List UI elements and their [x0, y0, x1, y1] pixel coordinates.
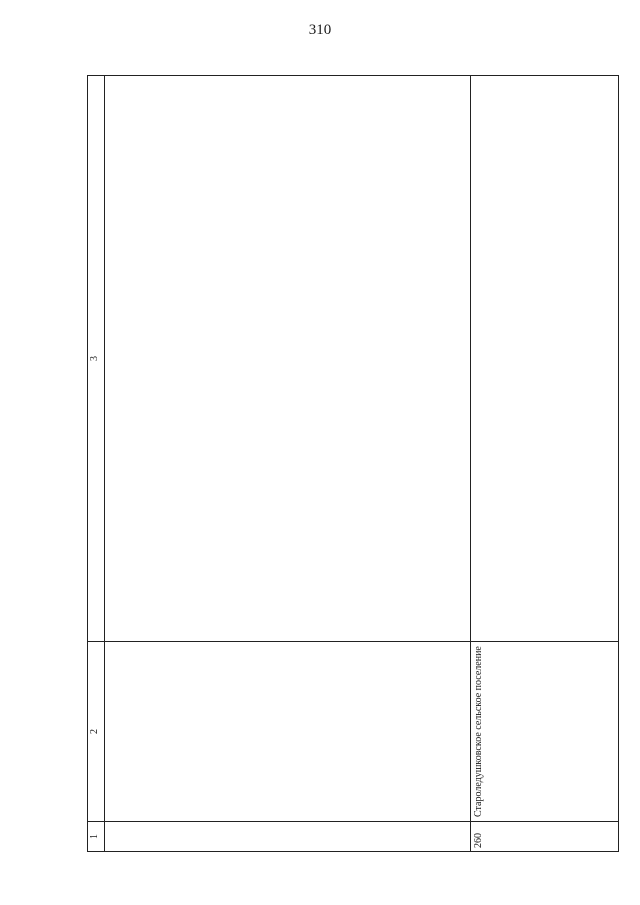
row-description-text [471, 76, 473, 641]
table-row [471, 75, 619, 852]
settlement-name-text: Староледушковское сельское поселение [473, 646, 484, 817]
row-description-text [105, 76, 107, 641]
header-column-1: 1 [88, 821, 104, 851]
table-header-row [87, 75, 105, 852]
row-description [471, 75, 618, 641]
page-number: 310 [308, 22, 332, 38]
row-number-text: 260 [473, 833, 484, 848]
row-description [105, 75, 470, 641]
table [87, 76, 617, 852]
row-number [471, 821, 618, 851]
header-column-2: 2 [88, 641, 104, 821]
settlement-name [471, 641, 618, 821]
row-number [105, 821, 470, 851]
header-column-3: 3 [88, 75, 104, 641]
rotated-table-frame [87, 76, 617, 852]
table-row [105, 75, 471, 852]
settlement-name [105, 641, 470, 821]
